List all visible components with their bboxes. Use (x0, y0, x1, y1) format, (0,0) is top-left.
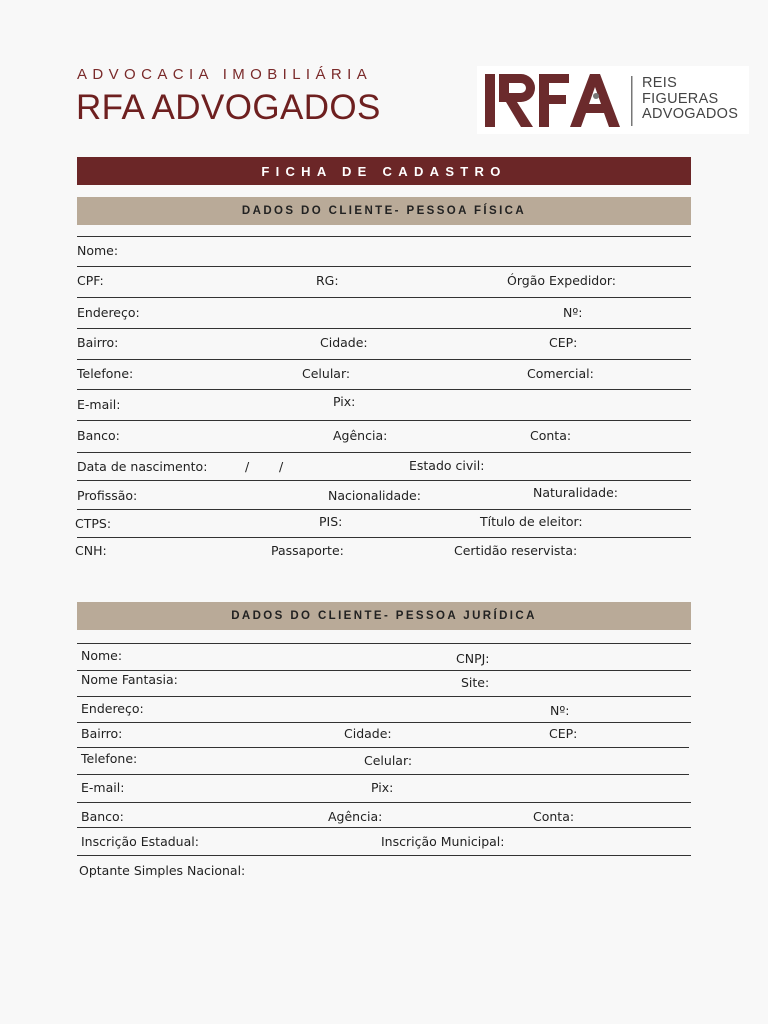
agencia-label: Agência: (333, 428, 388, 443)
field-line (77, 297, 691, 298)
site-label: Site: (461, 675, 490, 690)
field-line (77, 359, 691, 360)
comercial-label: Comercial: (527, 366, 594, 381)
numero-label: Nº: (563, 305, 583, 320)
field-line (77, 696, 691, 697)
pj-cep-label: CEP: (549, 726, 578, 741)
endereco-label: Endereço: (77, 305, 140, 320)
tagline: ADVOCACIA IMOBILIÁRIA (77, 66, 373, 83)
pj-nome-label: Nome: (81, 648, 123, 663)
section-heading-pessoa-fisica: DADOS DO CLIENTE- PESSOA FÍSICA (77, 197, 691, 225)
orgao-expedidor-label: Órgão Expedidor: (507, 273, 617, 288)
telefone-label: Telefone: (77, 366, 134, 381)
pj-telefone-label: Telefone: (81, 751, 138, 766)
field-line (77, 747, 689, 748)
field-line (77, 855, 691, 856)
profissao-label: Profissão: (77, 488, 138, 503)
date-slash: / (279, 459, 284, 474)
nacionalidade-label: Nacionalidade: (328, 488, 421, 503)
pj-banco-label: Banco: (81, 809, 124, 824)
data-nascimento-label: Data de nascimento: (77, 459, 208, 474)
celular-label: Celular: (302, 366, 351, 381)
passaporte-label: Passaporte: (271, 543, 344, 558)
pj-agencia-label: Agência: (328, 809, 383, 824)
pj-email-label: E-mail: (81, 780, 125, 795)
rg-label: RG: (316, 273, 339, 288)
bairro-label: Bairro: (77, 335, 119, 350)
titulo-eleitor-label: Título de eleitor: (480, 514, 583, 529)
pj-bairro-label: Bairro: (81, 726, 123, 741)
logo-text (642, 76, 738, 123)
field-line (77, 420, 691, 421)
field-line (77, 266, 691, 267)
ctps-label: CTPS: (75, 516, 112, 531)
field-line (77, 827, 691, 828)
form-title: FICHA DE CADASTRO (261, 163, 507, 179)
logo-line: REIS (642, 75, 678, 91)
email-label: E-mail: (77, 397, 121, 412)
pj-conta-label: Conta: (533, 809, 575, 824)
pj-pix-label: Pix: (371, 780, 394, 795)
nome-label: Nome: (77, 243, 119, 258)
logo-line: ADVOGADOS (642, 106, 739, 122)
field-line (77, 643, 691, 644)
inscricao-municipal-label: Inscrição Municipal: (381, 834, 505, 849)
naturalidade-label: Naturalidade: (533, 485, 619, 500)
certidao-reservista-label: Certidão reservista: (454, 543, 578, 558)
field-line (77, 389, 691, 390)
logo-line: FIGUERAS (642, 90, 719, 107)
section-heading-pessoa-juridica: DADOS DO CLIENTE- PESSOA JURÍDICA (77, 602, 691, 630)
field-line (77, 328, 691, 329)
estado-civil-label: Estado civil: (409, 458, 485, 473)
cep-label: CEP: (549, 335, 578, 350)
field-line (77, 670, 691, 671)
pj-numero-label: Nº: (550, 703, 570, 718)
pj-endereco-label: Endereço: (81, 701, 144, 716)
optante-simples-label: Optante Simples Nacional: (79, 863, 246, 878)
field-line (77, 509, 691, 510)
cnh-label: CNH: (75, 543, 107, 558)
field-line (77, 774, 689, 775)
field-line (77, 452, 691, 453)
cidade-label: Cidade: (320, 335, 368, 350)
conta-label: Conta: (530, 428, 572, 443)
pj-celular-label: Celular: (364, 753, 413, 768)
form-title-band (77, 157, 691, 185)
field-line (77, 236, 691, 237)
date-slash: / (245, 459, 250, 474)
pix-label: Pix: (333, 394, 356, 409)
banco-label: Banco: (77, 428, 120, 443)
field-line (77, 537, 691, 538)
field-line (77, 802, 691, 803)
pj-cidade-label: Cidade: (344, 726, 392, 741)
nome-fantasia-label: Nome Fantasia: (81, 672, 178, 687)
inscricao-estadual-label: Inscrição Estadual: (81, 834, 199, 849)
field-line (77, 480, 691, 481)
field-line (77, 722, 691, 723)
pis-label: PIS: (319, 514, 343, 529)
cnpj-label: CNPJ: (456, 651, 490, 666)
firm-name: RFA ADVOGADOS (76, 88, 381, 127)
cpf-label: CPF: (77, 273, 104, 288)
